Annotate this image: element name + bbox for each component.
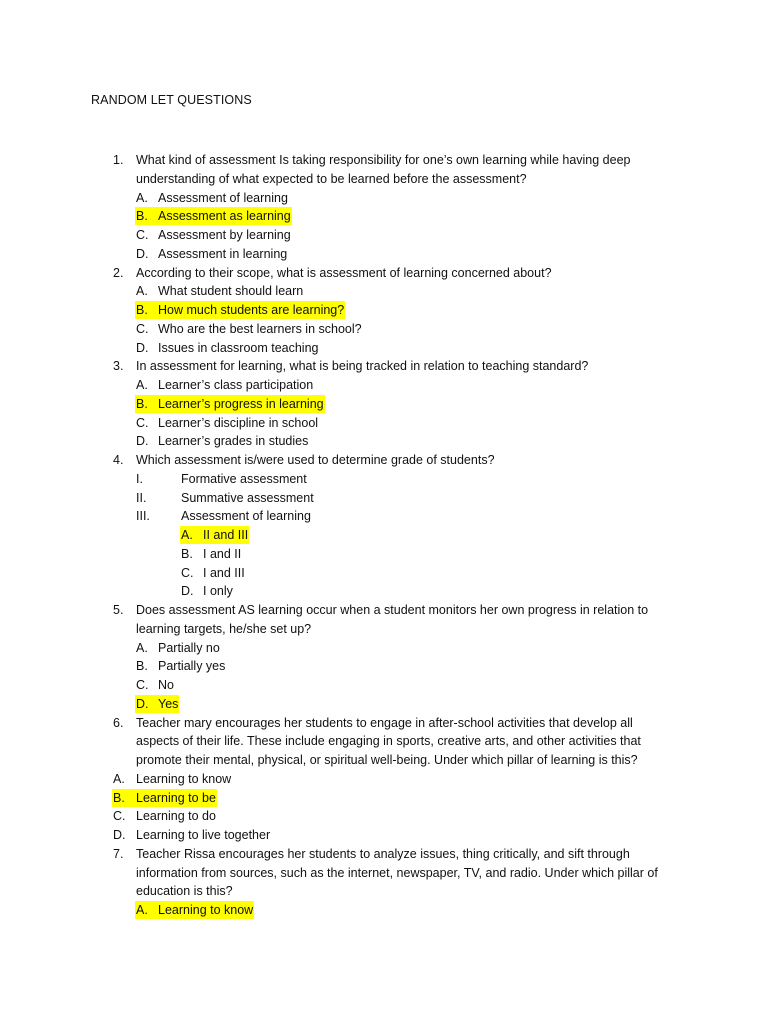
line-text: Partially no [158,640,220,655]
line-marker: I. [136,471,143,486]
line-text: What student should learn [158,284,304,299]
line-marker: B. [136,659,148,674]
line-text: aspects of their life. These include engaging in sports, creative arts, and other activities that [136,734,641,749]
line-text: How much students are learning? [158,303,345,317]
line-marker: D. [181,584,194,599]
line-marker: C. [136,228,149,242]
line-text: understanding of what expected to be learned before the assessment? [136,171,527,186]
line-marker: 2. [113,265,124,280]
line-text: What kind of assessment Is taking responsibility for one’s own learning while having deep [136,153,631,167]
line-text: Learner’s class participation [158,378,314,392]
line-marker: C. [113,809,126,824]
line-text: Teacher Rissa encourages her students to analyze issues, thing critically, and sift through [136,846,630,861]
line-marker: 5. [113,603,124,617]
line-text: II and III [203,528,249,542]
line-marker: D. [136,340,149,355]
line-text: promote their mental, physical, or spiritual well-being. Under which pillar of learning is this? [136,753,638,767]
line-text: I and III [203,565,245,580]
line-text: Learner’s grades in studies [158,434,309,449]
line-marker: C. [181,565,194,580]
line-text: Which assessment is/were used to determine grade of students? [136,453,495,467]
line-marker: A. [136,378,148,392]
line-text: Assessment of learning [158,190,288,205]
line-marker: A. [181,528,193,542]
line-marker: C. [136,678,149,692]
line-text: Assessment in learning [158,246,288,261]
line-text: Teacher mary encourages her students to engage in after-school activities that develop all [136,715,633,730]
line-text: Does assessment AS learning occur when a student monitors her own progress in relation to [136,603,649,617]
line-marker: 4. [113,453,124,467]
line-text: Learning to live together [136,828,271,842]
line-marker: C. [136,415,149,430]
line-marker: B. [136,303,148,317]
line-text: Who are the best learners in school? [158,321,362,336]
line-text: Assessment of learning [181,509,311,524]
line-text: Learning to know [158,903,254,917]
line-marker: A. [136,190,148,205]
line-marker: A. [136,284,148,299]
line-text: Yes [158,696,179,711]
line-text: Assessment by learning [158,228,291,242]
line-marker: II. [136,490,147,505]
line-text: Formative assessment [181,471,307,486]
line-text: learning targets, he/she set up? [136,621,312,636]
line-text: According to their scope, what is assessment of learning concerned about? [136,265,552,280]
line-text: education is this? [136,884,233,899]
line-marker: A. [136,640,148,655]
line-marker: B. [113,790,125,805]
line-text: I only [203,584,233,599]
line-text: Assessment as learning [158,209,291,224]
line-text: No [158,678,174,692]
line-text: Partially yes [158,659,226,674]
line-marker: III. [136,509,150,524]
line-text: In assessment for learning, what is being tracked in relation to teaching standard? [136,359,589,374]
line-text: Learner’s progress in learning [158,396,324,411]
line-text: I and II [203,546,242,561]
line-marker: D. [136,696,149,711]
document-title: RANDOM LET QUESTIONS [91,93,252,107]
line-marker: C. [136,321,149,336]
line-text: Learning to be [136,790,216,805]
line-text: Issues in classroom teaching [158,340,319,355]
line-marker: D. [136,246,149,261]
line-marker: A. [113,771,125,786]
line-marker: 7. [113,846,124,861]
line-text: information from sources, such as the internet, newspaper, TV, and radio. Under which pillar of [136,865,658,880]
line-marker: B. [136,209,148,224]
line-marker: D. [136,434,149,449]
line-marker: A. [136,903,148,917]
line-marker: D. [113,828,126,842]
line-marker: B. [136,396,148,411]
line-text: Learner’s discipline in school [158,415,319,430]
line-marker: 1. [113,153,124,167]
line-text: Learning to do [136,809,216,824]
line-marker: 6. [113,715,124,730]
line-marker: 3. [113,359,124,374]
line-text: Learning to know [136,771,232,786]
line-text: Summative assessment [181,490,314,505]
line-marker: B. [181,546,193,561]
